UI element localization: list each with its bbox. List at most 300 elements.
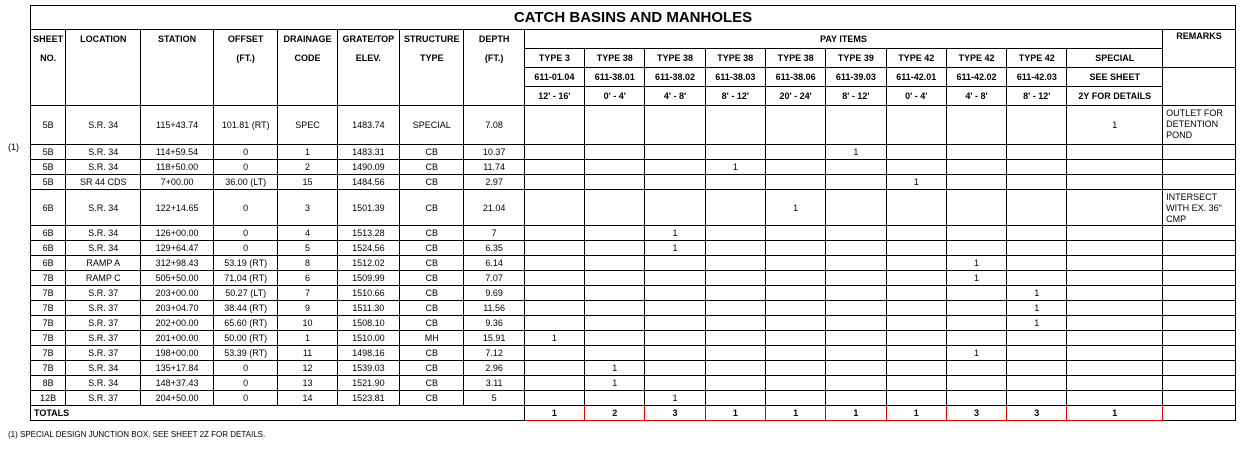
- cell-pay-item: [826, 301, 886, 316]
- cell-drainage-code: 12: [278, 361, 337, 376]
- cell-pay-item: [765, 256, 825, 271]
- catch-basins-table: [30, 5, 1236, 421]
- cell-location: S.R. 34: [66, 361, 141, 376]
- pay-item-code: 611-39.03: [826, 68, 886, 87]
- cell-drainage-code: 7: [278, 286, 337, 301]
- table-row: [31, 160, 1236, 175]
- cell-offset: 0: [213, 391, 277, 406]
- cell-location: RAMP C: [66, 271, 141, 286]
- total-cell: 3: [645, 406, 705, 421]
- cell-pay-item: [946, 391, 1006, 406]
- cell-remarks: [1163, 346, 1236, 361]
- cell-offset: 0: [213, 160, 277, 175]
- col-offset-header: OFFSET: [213, 30, 277, 49]
- cell-pay-item: [585, 106, 645, 145]
- cell-drainage-code: 15: [278, 175, 337, 190]
- cell-station: 122+14.65: [141, 190, 214, 226]
- cell-station: 118+50.00: [141, 160, 214, 175]
- cell-location: S.R. 34: [66, 241, 141, 256]
- cell-depth: 9.36: [464, 316, 524, 331]
- pay-item-type: TYPE 42: [946, 49, 1006, 68]
- cell-depth: 3.11: [464, 376, 524, 391]
- pay-item-range: 8' - 12': [826, 87, 886, 106]
- cell-remarks: [1163, 271, 1236, 286]
- cell-station: 204+50.00: [141, 391, 214, 406]
- cell-pay-item: [886, 106, 946, 145]
- cell-pay-item: 1: [826, 145, 886, 160]
- cell-station: 115+43.74: [141, 106, 214, 145]
- cell-pay-item: [826, 331, 886, 346]
- cell-remarks: [1163, 226, 1236, 241]
- cell-drainage-code: 8: [278, 256, 337, 271]
- cell-pay-item: [826, 256, 886, 271]
- cell-pay-item: [886, 190, 946, 226]
- cell-depth: 2.96: [464, 361, 524, 376]
- cell-pay-item: [826, 271, 886, 286]
- totals-row: [31, 406, 1236, 421]
- col-depth-header: DEPTH: [464, 30, 524, 49]
- cell-grate-elev: 1490.09: [337, 160, 399, 175]
- cell-pay-item: [524, 106, 584, 145]
- cell-pay-item: [705, 271, 765, 286]
- cell-pay-item: [826, 226, 886, 241]
- cell-pay-item: [645, 376, 705, 391]
- pay-item-type: TYPE 38: [765, 49, 825, 68]
- cell-location: S.R. 34: [66, 376, 141, 391]
- cell-pay-item: [886, 316, 946, 331]
- cell-location: S.R. 37: [66, 286, 141, 301]
- cell-pay-item: [1007, 346, 1067, 361]
- cell-pay-item: [826, 241, 886, 256]
- cell-pay-item: [1007, 241, 1067, 256]
- cell-sheet-no: 7B: [31, 346, 66, 361]
- cell-pay-item: 1: [1007, 286, 1067, 301]
- cell-location: RAMP A: [66, 256, 141, 271]
- cell-pay-item: [946, 190, 1006, 226]
- cell-station: 148+37.43: [141, 376, 214, 391]
- pay-item-code: 611-42.03: [1007, 68, 1067, 87]
- cell-pay-item: 1: [886, 175, 946, 190]
- table-row: [31, 316, 1236, 331]
- cell-grate-elev: 1498.16: [337, 346, 399, 361]
- cell-pay-item: [1007, 361, 1067, 376]
- cell-structure-type: CB: [400, 301, 464, 316]
- cell-station: 505+50.00: [141, 271, 214, 286]
- cell-pay-item: 1: [645, 226, 705, 241]
- cell-pay-item: [705, 106, 765, 145]
- cell-station: 198+00.00: [141, 346, 214, 361]
- cell-station: 135+17.84: [141, 361, 214, 376]
- cell-structure-type: CB: [400, 241, 464, 256]
- cell-grate-elev: 1484.56: [337, 175, 399, 190]
- cell-pay-item: [765, 331, 825, 346]
- cell-depth: 2.97: [464, 175, 524, 190]
- col-grate-header: GRATE/TOP: [337, 30, 399, 49]
- cell-offset: 65.60 (RT): [213, 316, 277, 331]
- pay-item-code: 611-01.04: [524, 68, 584, 87]
- cell-pay-item: [765, 376, 825, 391]
- cell-pay-item: [946, 175, 1006, 190]
- cell-grate-elev: 1508.10: [337, 316, 399, 331]
- cell-depth: 7: [464, 226, 524, 241]
- cell-depth: 6.35: [464, 241, 524, 256]
- pay-item-code: 611-38.01: [585, 68, 645, 87]
- cell-pay-item: [886, 361, 946, 376]
- pay-item-code: SEE SHEET: [1067, 68, 1163, 87]
- cell-pay-item: [524, 376, 584, 391]
- cell-pay-item: [645, 145, 705, 160]
- cell-pay-item: [1067, 160, 1163, 175]
- cell-pay-item: [585, 226, 645, 241]
- pay-item-range: 0' - 4': [585, 87, 645, 106]
- cell-pay-item: [1007, 145, 1067, 160]
- cell-remarks: [1163, 160, 1236, 175]
- cell-pay-item: [645, 175, 705, 190]
- cell-drainage-code: 10: [278, 316, 337, 331]
- cell-pay-item: [886, 391, 946, 406]
- cell-pay-item: [886, 346, 946, 361]
- cell-remarks: [1163, 361, 1236, 376]
- cell-sheet-no: 5B: [31, 160, 66, 175]
- cell-structure-type: CB: [400, 145, 464, 160]
- cell-pay-item: [946, 376, 1006, 391]
- cell-depth: 7.07: [464, 271, 524, 286]
- pay-item-code: 611-42.01: [886, 68, 946, 87]
- cell-pay-item: [524, 256, 584, 271]
- cell-offset: 38.44 (RT): [213, 301, 277, 316]
- cell-pay-item: [765, 391, 825, 406]
- pay-item-range: 4' - 8': [645, 87, 705, 106]
- pay-item-type: TYPE 42: [886, 49, 946, 68]
- cell-pay-item: [585, 316, 645, 331]
- cell-location: S.R. 34: [66, 190, 141, 226]
- pay-item-range: 8' - 12': [1007, 87, 1067, 106]
- cell-depth: 7.12: [464, 346, 524, 361]
- cell-pay-item: [645, 190, 705, 226]
- cell-pay-item: [524, 175, 584, 190]
- table-row: [31, 256, 1236, 271]
- cell-structure-type: CB: [400, 160, 464, 175]
- cell-pay-item: [524, 286, 584, 301]
- table-row: [31, 271, 1236, 286]
- table-row: [31, 226, 1236, 241]
- cell-station: 7+00.00: [141, 175, 214, 190]
- cell-drainage-code: 6: [278, 271, 337, 286]
- cell-pay-item: [705, 376, 765, 391]
- cell-pay-item: [946, 316, 1006, 331]
- cell-pay-item: [946, 331, 1006, 346]
- cell-pay-item: [645, 160, 705, 175]
- cell-pay-item: [1067, 331, 1163, 346]
- cell-drainage-code: 5: [278, 241, 337, 256]
- cell-pay-item: [1067, 361, 1163, 376]
- cell-location: S.R. 34: [66, 160, 141, 175]
- cell-remarks: [1163, 391, 1236, 406]
- col-station-header: STATION: [141, 30, 214, 49]
- cell-pay-item: [826, 160, 886, 175]
- cell-pay-item: [946, 241, 1006, 256]
- cell-pay-item: 1: [1067, 106, 1163, 145]
- pay-item-code: 611-42.02: [946, 68, 1006, 87]
- cell-remarks: INTERSECT WITH EX. 36" CMP: [1163, 190, 1236, 226]
- cell-sheet-no: 12B: [31, 391, 66, 406]
- cell-pay-item: [765, 361, 825, 376]
- cell-offset: 0: [213, 241, 277, 256]
- cell-pay-item: [1067, 145, 1163, 160]
- cell-pay-item: [585, 256, 645, 271]
- cell-sheet-no: 7B: [31, 286, 66, 301]
- cell-pay-item: [886, 331, 946, 346]
- cell-sheet-no: 6B: [31, 241, 66, 256]
- cell-structure-type: CB: [400, 271, 464, 286]
- cell-pay-item: [946, 286, 1006, 301]
- pay-item-range: 20' - 24': [765, 87, 825, 106]
- cell-pay-item: [1067, 256, 1163, 271]
- cell-structure-type: CB: [400, 376, 464, 391]
- cell-grate-elev: 1521.90: [337, 376, 399, 391]
- cell-pay-item: [524, 160, 584, 175]
- cell-pay-item: [705, 175, 765, 190]
- cell-grate-elev: 1510.00: [337, 331, 399, 346]
- cell-pay-item: [585, 346, 645, 361]
- cell-pay-item: [1067, 346, 1163, 361]
- cell-pay-item: [886, 301, 946, 316]
- cell-pay-item: [705, 361, 765, 376]
- pay-items-header: PAY ITEMS: [524, 30, 1162, 49]
- pay-item-range: 8' - 12': [705, 87, 765, 106]
- cell-drainage-code: 3: [278, 190, 337, 226]
- cell-structure-type: CB: [400, 286, 464, 301]
- cell-pay-item: [765, 271, 825, 286]
- cell-offset: 0: [213, 376, 277, 391]
- cell-remarks: [1163, 175, 1236, 190]
- cell-pay-item: [826, 106, 886, 145]
- cell-grate-elev: 1524.56: [337, 241, 399, 256]
- cell-pay-item: [765, 145, 825, 160]
- cell-depth: 7.08: [464, 106, 524, 145]
- footnote: (1) SPECIAL DESIGN JUNCTION BOX. SEE SHEET 2Z FOR DETAILS.: [8, 430, 266, 439]
- cell-location: S.R. 37: [66, 316, 141, 331]
- col-structure-header: STRUCTURE: [400, 30, 464, 49]
- cell-pay-item: [524, 226, 584, 241]
- cell-pay-item: [826, 361, 886, 376]
- cell-pay-item: [886, 286, 946, 301]
- cell-pay-item: [765, 346, 825, 361]
- table-row: [31, 331, 1236, 346]
- cell-offset: 36.00 (LT): [213, 175, 277, 190]
- cell-location: S.R. 34: [66, 145, 141, 160]
- cell-pay-item: [1007, 226, 1067, 241]
- table-row: [31, 145, 1236, 160]
- total-cell: 1: [1067, 406, 1163, 421]
- cell-pay-item: [1007, 391, 1067, 406]
- cell-location: S.R. 34: [66, 106, 141, 145]
- cell-pay-item: 1: [645, 241, 705, 256]
- cell-pay-item: [826, 175, 886, 190]
- col-drainage-header-line2: CODE: [278, 49, 337, 68]
- cell-remarks: [1163, 331, 1236, 346]
- cell-pay-item: [705, 226, 765, 241]
- cell-pay-item: [1067, 301, 1163, 316]
- cell-location: SR 44 CDS: [66, 175, 141, 190]
- cell-pay-item: 1: [705, 160, 765, 175]
- cell-location: S.R. 37: [66, 346, 141, 361]
- cell-pay-item: [585, 145, 645, 160]
- pay-item-code: 611-38.03: [705, 68, 765, 87]
- table-row: [31, 391, 1236, 406]
- cell-pay-item: [645, 256, 705, 271]
- cell-sheet-no: 7B: [31, 361, 66, 376]
- cell-offset: 101.81 (RT): [213, 106, 277, 145]
- cell-pay-item: [946, 361, 1006, 376]
- cell-structure-type: CB: [400, 175, 464, 190]
- pay-item-type: TYPE 39: [826, 49, 886, 68]
- cell-pay-item: [826, 190, 886, 226]
- cell-sheet-no: 7B: [31, 331, 66, 346]
- cell-pay-item: [524, 241, 584, 256]
- cell-pay-item: [524, 346, 584, 361]
- cell-grate-elev: 1483.31: [337, 145, 399, 160]
- cell-pay-item: [946, 301, 1006, 316]
- cell-pay-item: [1067, 286, 1163, 301]
- cell-pay-item: [1067, 316, 1163, 331]
- cell-structure-type: CB: [400, 316, 464, 331]
- col-structure-header-line2: TYPE: [400, 49, 464, 68]
- cell-location: S.R. 37: [66, 391, 141, 406]
- cell-pay-item: [705, 145, 765, 160]
- row-footnote-marker: (1): [8, 142, 19, 152]
- cell-pay-item: [765, 301, 825, 316]
- cell-pay-item: [1007, 256, 1067, 271]
- cell-pay-item: [765, 106, 825, 145]
- cell-station: 201+00.00: [141, 331, 214, 346]
- cell-pay-item: [1067, 190, 1163, 226]
- cell-drainage-code: 9: [278, 301, 337, 316]
- cell-pay-item: [886, 145, 946, 160]
- cell-pay-item: [645, 271, 705, 286]
- cell-pay-item: [1007, 271, 1067, 286]
- cell-pay-item: [585, 331, 645, 346]
- cell-remarks: [1163, 316, 1236, 331]
- cell-station: 203+00.00: [141, 286, 214, 301]
- cell-grate-elev: 1483.74: [337, 106, 399, 145]
- cell-pay-item: [705, 346, 765, 361]
- pay-item-range: 0' - 4': [886, 87, 946, 106]
- cell-pay-item: [1067, 391, 1163, 406]
- cell-pay-item: 1: [946, 346, 1006, 361]
- cell-grate-elev: 1513.28: [337, 226, 399, 241]
- cell-pay-item: [765, 226, 825, 241]
- table-row: [31, 376, 1236, 391]
- cell-pay-item: [645, 316, 705, 331]
- table-row: [31, 106, 1236, 145]
- cell-pay-item: [705, 331, 765, 346]
- cell-pay-item: [645, 346, 705, 361]
- cell-sheet-no: 5B: [31, 175, 66, 190]
- cell-offset: 0: [213, 145, 277, 160]
- table-row: [31, 175, 1236, 190]
- cell-depth: 11.56: [464, 301, 524, 316]
- cell-pay-item: [524, 301, 584, 316]
- cell-pay-item: [1007, 376, 1067, 391]
- cell-pay-item: [524, 271, 584, 286]
- total-cell: 1: [765, 406, 825, 421]
- cell-offset: 71.04 (RT): [213, 271, 277, 286]
- cell-pay-item: [524, 316, 584, 331]
- cell-pay-item: [1067, 241, 1163, 256]
- col-drainage-header: DRAINAGE: [278, 30, 337, 49]
- cell-pay-item: [1067, 226, 1163, 241]
- col-grate-header-line2: ELEV.: [337, 49, 399, 68]
- cell-pay-item: [1067, 271, 1163, 286]
- cell-pay-item: [886, 376, 946, 391]
- cell-structure-type: CB: [400, 391, 464, 406]
- cell-pay-item: [705, 391, 765, 406]
- cell-sheet-no: 7B: [31, 271, 66, 286]
- cell-structure-type: CB: [400, 346, 464, 361]
- cell-pay-item: [705, 256, 765, 271]
- pay-item-type: TYPE 3: [524, 49, 584, 68]
- cell-pay-item: [1067, 175, 1163, 190]
- cell-pay-item: [826, 391, 886, 406]
- cell-pay-item: [886, 241, 946, 256]
- cell-offset: 0: [213, 226, 277, 241]
- cell-pay-item: [705, 301, 765, 316]
- pay-item-range: 12' - 16': [524, 87, 584, 106]
- cell-pay-item: [1007, 175, 1067, 190]
- cell-pay-item: [1007, 331, 1067, 346]
- totals-label: TOTALS: [31, 406, 525, 421]
- cell-sheet-no: 8B: [31, 376, 66, 391]
- cell-pay-item: [705, 190, 765, 226]
- cell-grate-elev: 1512.02: [337, 256, 399, 271]
- cell-pay-item: [645, 361, 705, 376]
- table-body: [31, 106, 1236, 406]
- total-cell: 1: [705, 406, 765, 421]
- cell-depth: 5: [464, 391, 524, 406]
- cell-sheet-no: 5B: [31, 145, 66, 160]
- cell-structure-type: CB: [400, 361, 464, 376]
- table-row: [31, 301, 1236, 316]
- cell-structure-type: CB: [400, 226, 464, 241]
- cell-pay-item: [645, 301, 705, 316]
- cell-pay-item: [585, 175, 645, 190]
- pay-item-type: TYPE 38: [705, 49, 765, 68]
- cell-pay-item: 1: [946, 256, 1006, 271]
- cell-station: 126+00.00: [141, 226, 214, 241]
- pay-item-code: 611-38.02: [645, 68, 705, 87]
- cell-structure-type: CB: [400, 256, 464, 271]
- cell-pay-item: [645, 331, 705, 346]
- cell-sheet-no: 5B: [31, 106, 66, 145]
- cell-drainage-code: SPEC: [278, 106, 337, 145]
- pay-item-type: TYPE 38: [585, 49, 645, 68]
- cell-depth: 6.14: [464, 256, 524, 271]
- cell-pay-item: [946, 226, 1006, 241]
- cell-pay-item: 1: [1007, 301, 1067, 316]
- cell-pay-item: [886, 160, 946, 175]
- cell-station: 114+59.54: [141, 145, 214, 160]
- cell-pay-item: [946, 160, 1006, 175]
- cell-drainage-code: 1: [278, 145, 337, 160]
- cell-drainage-code: 13: [278, 376, 337, 391]
- cell-remarks: [1163, 145, 1236, 160]
- cell-pay-item: [765, 286, 825, 301]
- cell-remarks: OUTLET FOR DETENTION POND: [1163, 106, 1236, 145]
- cell-location: S.R. 34: [66, 226, 141, 241]
- cell-pay-item: [765, 175, 825, 190]
- cell-pay-item: [1007, 106, 1067, 145]
